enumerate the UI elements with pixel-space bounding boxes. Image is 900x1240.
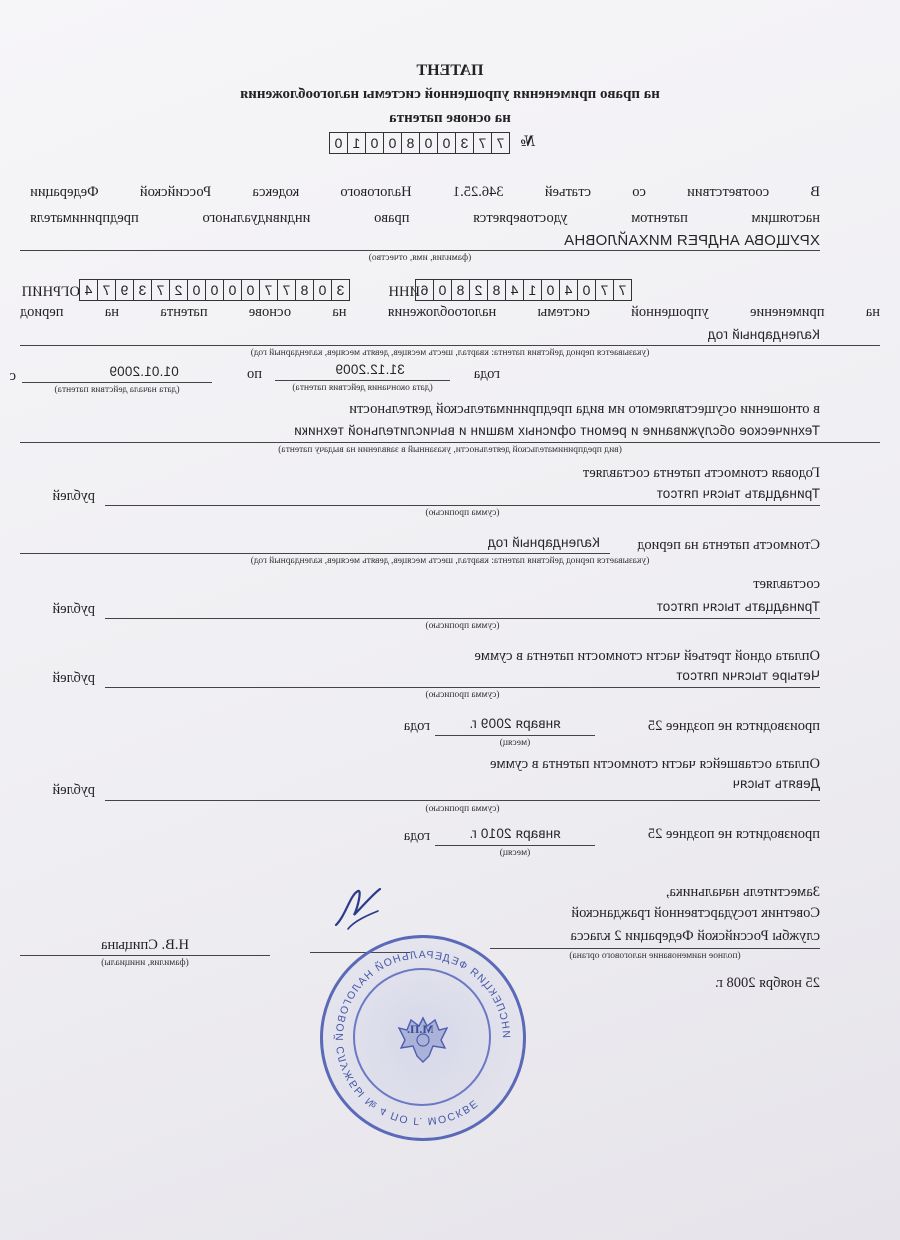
period-cost-unit: рублей bbox=[52, 601, 95, 617]
svg-text:ИНСПЕКЦИЯ ФЕДЕРАЛЬНОЙ НАЛОГОВО: ИНСПЕКЦИЯ ФЕДЕРАЛЬНОЙ НАЛОГОВОЙ СЛУЖБЫ № 4 ПО Г. МОСКВЕ bbox=[333, 948, 513, 1128]
digit-cell: 4 bbox=[505, 280, 523, 300]
digit-cell: 0 bbox=[365, 133, 383, 153]
patent-number-cells bbox=[329, 132, 510, 154]
word: Федерации bbox=[30, 184, 99, 200]
digit-cell: 0 bbox=[541, 280, 559, 300]
word: статьей bbox=[544, 184, 591, 200]
signatory-position-2: Советник государственной гражданской bbox=[571, 905, 820, 921]
word: настоящим bbox=[751, 210, 820, 226]
word: индивидуального bbox=[202, 210, 311, 226]
digit-cell: 0 bbox=[433, 280, 451, 300]
digit-cell: 3 bbox=[455, 133, 473, 153]
word: Российской bbox=[139, 184, 212, 200]
word: патентом bbox=[631, 210, 688, 226]
period-line bbox=[20, 304, 880, 321]
document-title: ПАТЕНТ bbox=[416, 62, 484, 79]
digit-cell: 0 bbox=[187, 280, 205, 300]
holder-name: ХРУЩОВА АНДРЕЯ МИХАЙЛОВНА bbox=[563, 232, 820, 249]
payment-third-deadline: производится не позднее 25 bbox=[647, 718, 820, 734]
ogrnip-cells bbox=[79, 279, 350, 301]
payment-rest-deadline: производится не позднее 25 bbox=[647, 826, 820, 842]
word: 346.25.1 bbox=[452, 184, 504, 200]
period-from-label: с bbox=[9, 368, 16, 384]
digit-cell: 8 bbox=[451, 280, 469, 300]
word: Налогового bbox=[340, 184, 412, 200]
word: основе bbox=[248, 304, 292, 320]
word: на bbox=[104, 304, 119, 320]
digit-cell: 0 bbox=[577, 280, 595, 300]
number-sign: № bbox=[520, 133, 535, 150]
payment-rest-month-caption: (месяц) bbox=[499, 848, 531, 858]
digit-cell: 3 bbox=[133, 280, 151, 300]
inn-label: ИНН bbox=[388, 284, 420, 300]
word: упрощенной bbox=[631, 304, 709, 320]
payment-rest-value: Девять тысяч bbox=[732, 776, 820, 791]
period-cost-constitutes: составляет bbox=[753, 576, 820, 592]
period-value: Календарный год bbox=[707, 327, 820, 342]
digit-cell: 0 bbox=[223, 280, 241, 300]
digit-cell: 0 bbox=[313, 280, 331, 300]
holder-name-caption: (фамилия, имя, отчество) bbox=[368, 253, 472, 263]
word: на bbox=[332, 304, 347, 320]
intro-line-2 bbox=[30, 210, 820, 227]
period-cost-value: Тринадцать тысяч пятсот bbox=[656, 599, 820, 614]
period-to-label: по bbox=[246, 366, 262, 382]
period-end-caption: (дата окончания действия патента) bbox=[292, 383, 433, 393]
digit-cell: 0 bbox=[241, 280, 259, 300]
digit-cell: 2 bbox=[469, 280, 487, 300]
inn-cells bbox=[415, 279, 632, 301]
digit-cell: 8 bbox=[487, 280, 505, 300]
digit-cell: 0 bbox=[437, 133, 455, 153]
word: период bbox=[20, 304, 64, 320]
digit-cell: 7 bbox=[259, 280, 277, 300]
digit-cell: 0 bbox=[383, 133, 401, 153]
signatory-position-1: Заместитель начальника, bbox=[665, 884, 820, 900]
official-stamp bbox=[320, 935, 526, 1141]
period-year-label: года bbox=[473, 366, 500, 382]
eagle-emblem-icon bbox=[391, 1010, 455, 1070]
digit-cell: 7 bbox=[473, 133, 491, 153]
payment-rest-caption: (сумма прописью) bbox=[425, 804, 500, 814]
payment-third-month: января 2009 г. bbox=[469, 716, 561, 731]
digit-cell: 6 bbox=[420, 282, 429, 298]
payment-rest-month: января 2010 г. bbox=[469, 826, 561, 841]
period-cost-period: Календарный год bbox=[487, 535, 600, 550]
period-caption: (указывается период действия патента: квартал, шесть месяцев, девять месяцев, календарный год) bbox=[250, 348, 650, 358]
period-end-date: 31.12.2009 bbox=[335, 362, 405, 377]
period-cost-caption: (указывается период действия патента: квартал, шесть месяцев, девять месяцев, календарный год) bbox=[250, 556, 650, 566]
word: право bbox=[374, 210, 410, 226]
word: применение bbox=[750, 304, 825, 320]
word: удостоверяется bbox=[473, 210, 568, 226]
document-subtitle-2: на основе патента bbox=[389, 110, 511, 126]
annual-cost-unit: рублей bbox=[52, 488, 95, 504]
digit-cell: 1 bbox=[347, 133, 365, 153]
period-start-date: 01.01.2009 bbox=[109, 364, 179, 379]
annual-cost-label: Годовая стоимость патента составляет bbox=[582, 465, 820, 481]
intro-line-1 bbox=[30, 184, 820, 201]
annual-cost-value: Тринадцать тысяч пятсот bbox=[656, 486, 820, 501]
word: соответствии bbox=[687, 184, 770, 200]
payment-third-unit: рублей bbox=[52, 670, 95, 686]
payment-third-year-label: года bbox=[403, 718, 430, 734]
word: со bbox=[632, 184, 646, 200]
ogrnip-label: ОГРНИП bbox=[21, 284, 80, 300]
digit-cell: 3 bbox=[331, 280, 349, 300]
payment-third-value: Четыре тысячи пятсот bbox=[676, 668, 820, 683]
activity-value: Техническое обслуживание и ремонт офисных машин и вычислительной техники bbox=[294, 423, 820, 438]
payment-third-label: Оплата одной третьей части стоимости патента в сумме bbox=[474, 648, 820, 664]
annual-cost-caption: (сумма прописью) bbox=[425, 508, 500, 518]
payment-rest-year-label: года bbox=[403, 828, 430, 844]
digit-cell: 7 bbox=[277, 280, 295, 300]
digit-cell: 7 bbox=[151, 280, 169, 300]
digit-cell: 9 bbox=[115, 280, 133, 300]
period-start-caption: (дата начала действия патента) bbox=[54, 385, 180, 395]
payment-rest-unit: рублей bbox=[52, 782, 95, 798]
signatory-position-3: службы Российской Федерации 2 класса bbox=[570, 928, 820, 944]
digit-cell: 4 bbox=[559, 280, 577, 300]
activity-caption: (вид предпринимательской деятельности, указанный в заявлении на выдачу патента) bbox=[278, 445, 622, 455]
signature bbox=[328, 885, 388, 935]
activity-intro: в отношении осуществляемого им вида предпринимательской деятельности bbox=[349, 401, 820, 417]
period-cost-value-caption: (сумма прописью) bbox=[425, 621, 500, 631]
digit-cell: 1 bbox=[523, 280, 541, 300]
word: системы bbox=[537, 304, 590, 320]
digit-cell: 7 bbox=[97, 280, 115, 300]
digit-cell: 7 bbox=[491, 133, 509, 153]
signatory-position-caption: (полное наименование налогового органа) bbox=[569, 951, 741, 961]
word: налогообложения bbox=[387, 304, 497, 320]
digit-cell: 0 bbox=[334, 135, 343, 151]
payment-third-month-caption: (месяц) bbox=[499, 738, 531, 748]
digit-cell: 8 bbox=[401, 133, 419, 153]
digit-cell: 0 bbox=[205, 280, 223, 300]
digit-cell: 0 bbox=[419, 133, 437, 153]
signatory-name-caption: (фамилия, инициалы) bbox=[101, 958, 189, 968]
digit-cell: 4 bbox=[84, 282, 93, 298]
digit-cell: 8 bbox=[295, 280, 313, 300]
digit-cell: 7 bbox=[595, 280, 613, 300]
payment-third-caption: (сумма прописью) bbox=[425, 690, 500, 700]
word: патента bbox=[160, 304, 208, 320]
document-date: 25 ноября 2008 г. bbox=[714, 975, 820, 991]
word: предпринимателя bbox=[30, 210, 139, 226]
word: кодекса bbox=[252, 184, 300, 200]
payment-rest-label: Оплата оставшейся части стоимости патента в сумме bbox=[490, 756, 820, 772]
digit-cell: 2 bbox=[169, 280, 187, 300]
document-subtitle-1: на право применения упрощенной системы налогообложения bbox=[240, 86, 660, 102]
word: В bbox=[810, 184, 820, 200]
period-cost-label: Стоимость патента на период bbox=[637, 537, 820, 553]
signatory-name: Н.В. Спицына bbox=[101, 937, 189, 953]
digit-cell: 7 bbox=[613, 280, 631, 300]
word: на bbox=[865, 304, 880, 320]
stamp-mp-label: М.П. bbox=[407, 1022, 434, 1036]
